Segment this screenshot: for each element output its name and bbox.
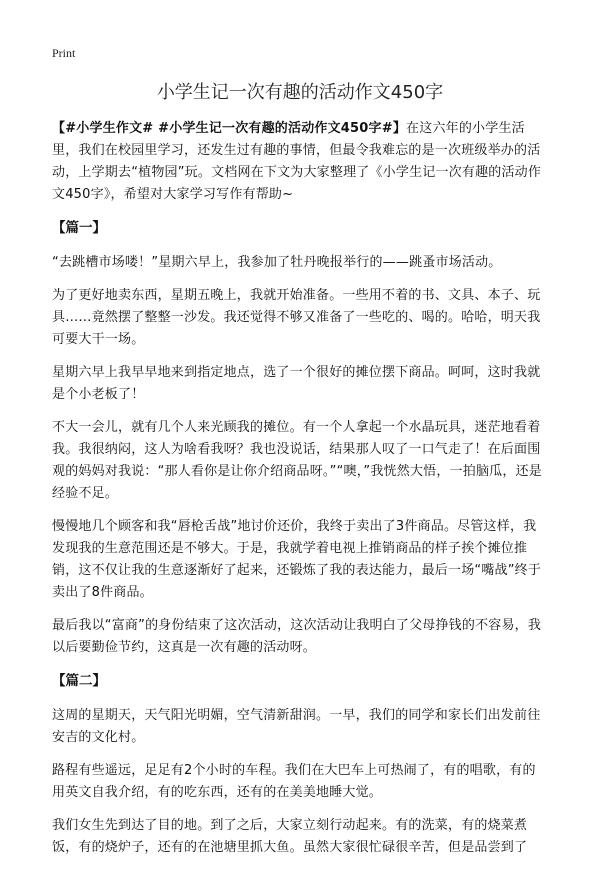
print-link[interactable]: Print <box>52 46 76 60</box>
section-1-paragraph-1: “去跳槽市场喽！”星期六早上，我参加了牡丹晚报举行的——跳蚤市场活动。 <box>52 255 502 270</box>
section-1-paragraph-4: 不大一会儿，就有几个人来光顾我的摊位。有一个人拿起一个水晶玩具，迷茫地看着我。我很纳闷，这人为啥看我呀？我也没说话，结果那人叹了一口气走了！在后面围观的妈妈对我说：“那人看你是让你介绍商品呀。”“噢，”我恍然大悟，一拍脑瓜，还是经验不足。 <box>52 420 542 501</box>
intro-tags: 【#小学生作文# #小学生记一次有趣的活动作文450字#】 <box>52 121 407 136</box>
section-heading-2: 【篇二】 <box>52 673 106 689</box>
section-2-paragraph-2: 路程有些遥远，足足有2个小时的车程。我们在大巴车上可热闹了，有的唱歌，有的用英文自我介绍，有的吃东西，还有的在美美地睡大觉。 <box>52 763 536 800</box>
section-heading-1: 【篇一】 <box>52 220 106 236</box>
section-1-paragraph-5: 慢慢地几个顾客和我“唇枪舌战”地讨价还价，我终于卖出了3件商品。尽管这样，我发现我的生意范围还是不够大。于是，我就学着电视上推销商品的样子挨个摊位推销，这不仅让我的生意逐渐好了起来，还锻炼了我的表达能力，最后一场“嘴战”终于卖出了8件商品。 <box>52 519 542 600</box>
article-body <box>52 118 548 870</box>
section-2-paragraph-3: 我们女生先到达了目的地。到了之后，大家立刻行动起来。有的洗菜，有的烧菜煮饭，有的烧炉子，还有的在池塘里抓大鱼。虽然大家很忙碌很辛苦，但是品尝到了 <box>52 818 528 855</box>
intro-paragraph <box>52 118 548 206</box>
intro-text: 在这六年的小学生活里，我们在校园里学习，还发生过有趣的事情，但最令我难忘的是一次班级举办的活动，上学期去“植物园”玩。文档网在下文为大家整理了《小学生记一次有趣的活动作文450字》，希望对大家学习写作有帮助~ <box>52 121 542 202</box>
section-1-paragraph-6: 最后我以“富商”的身份结束了这次活动，这次活动让我明白了父母挣钱的不容易，我以后要勤俭节约，这真是一次有趣的活动呀。 <box>52 618 542 655</box>
section-1-paragraph-2: 为了更好地卖东西，星期五晚上，我就开始准备。一些用不着的书、文具、本子、玩具……竟然摆了整整一沙发。我还觉得不够又准备了一些吃的、喝的。哈哈，明天我可要大干一场。 <box>52 288 541 347</box>
section-1-paragraph-3: 星期六早上我早早地来到指定地点，选了一个很好的摊位摆下商品。呵呵，这时我就是个小老板了！ <box>52 365 541 402</box>
page-title: 小学生记一次有趣的活动作文450字 <box>156 82 444 103</box>
section-2-paragraph-1: 这周的星期天，天气阳光明媚，空气清新甜润。一早，我们的同学和家长们出发前往安吉的文化村。 <box>52 708 541 745</box>
